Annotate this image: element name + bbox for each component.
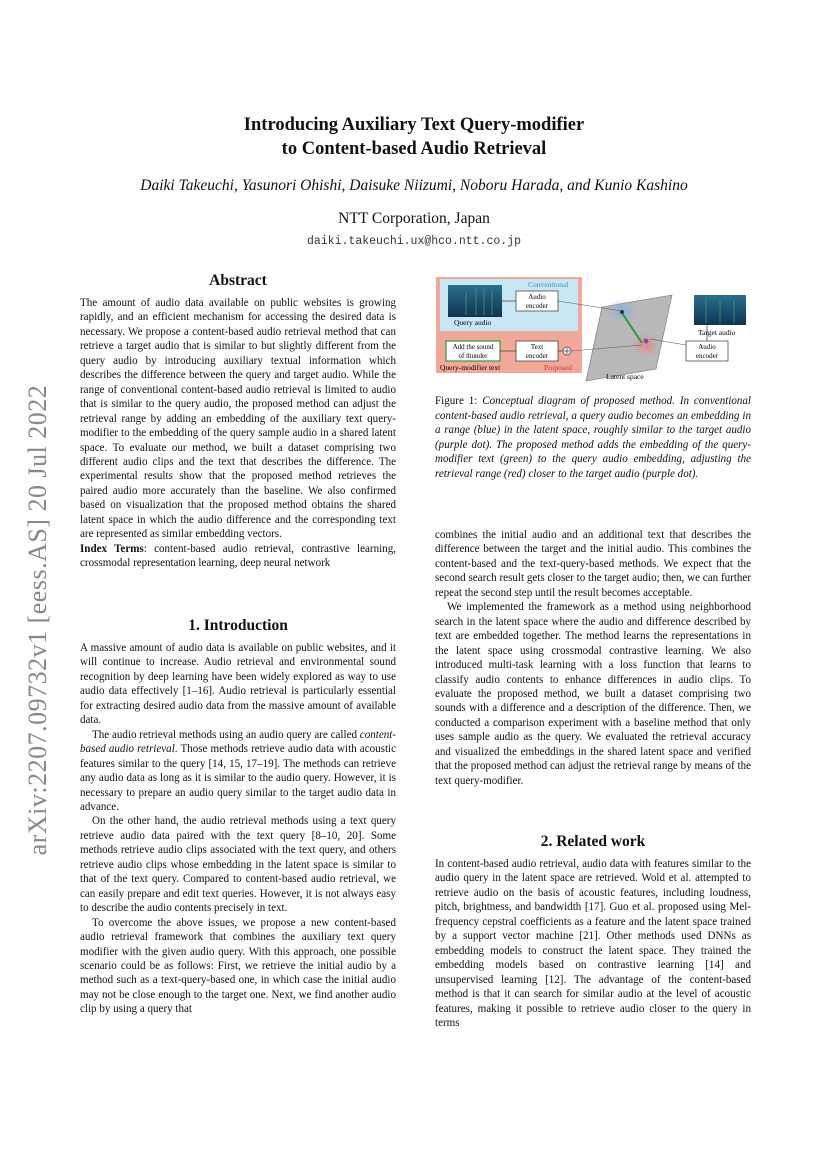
- latent-space-label: Latent space: [606, 372, 644, 381]
- query-spectrogram: [448, 285, 502, 317]
- figure-diagram: [436, 277, 750, 389]
- figure-1: [436, 277, 750, 389]
- conventional-label: Conventional: [528, 280, 569, 289]
- index-terms: Index Terms: content-based audio retrieval, contrastive learning, crossmodal representation learning, deep neural network: [80, 542, 396, 570]
- related-heading: 2. Related work: [540, 833, 646, 850]
- abstract-column: [80, 296, 396, 571]
- svg-text:encoder: encoder: [695, 352, 719, 360]
- intro-p1: A massive amount of audio data is available on public websites, and it will continue to increase. Audio retrieval and environmental sound recognition by deep learning have been widely explored as way to use audio data effectively [1–16]. Audio retrieval is particularly essential for extracting desired audio data from the massive amount of available data.: [80, 642, 396, 727]
- audio-encoder-label: Audio: [528, 293, 546, 301]
- related-column: [435, 857, 751, 1030]
- proposed-label: Proposed: [544, 363, 572, 372]
- intro-p3: On the other hand, the audio retrieval methods using a text query retrieve audio data paired with the text query [8–10, 20]. Some methods retrieve audio clips associated with the text query, and others retrieve audio clips whose embedding in the latent space is similar to that of the text query. Compared to content-based audio retrieval, we can easily prepare and edit text queries. However, it is not always easy to describe the audio contents precisely in text.: [80, 815, 396, 915]
- intro-p2: The audio retrieval methods using an audio query are called content-based audio retrieval. Those methods retrieve audio data with acoustic features similar to the query [14, 15, 17–19]. The methods can retrieve any audio data as long as it is similar to the audio query. However, it is necessary to prepare an audio query similar to the target audio data in advance.: [80, 728, 396, 813]
- intro-heading: 1. Introduction: [188, 617, 288, 634]
- email: daiki.takeuchi.ux@hco.ntt.co.jp: [307, 235, 521, 248]
- svg-text:Audio: Audio: [698, 343, 716, 351]
- svg-text:Text: Text: [530, 343, 544, 351]
- title-line-1: Introducing Auxiliary Text Query-modifier: [243, 115, 585, 135]
- modifier-text-line2: of thunder: [458, 352, 488, 360]
- title-line-2: to Content-based Audio Retrieval: [281, 139, 547, 159]
- target-audio-label: Target audio: [698, 328, 736, 337]
- svg-text:encoder: encoder: [525, 302, 549, 310]
- svg-text:encoder: encoder: [525, 352, 549, 360]
- query-audio-label: Query audio: [454, 318, 492, 327]
- proposed-range: [632, 333, 660, 357]
- arxiv-id: arXiv:2207.09732v1 [eess.AS] 20 Jul 2022: [23, 384, 52, 856]
- modifier-label: Query-modifier text: [440, 363, 501, 372]
- target-dot: [644, 339, 649, 344]
- related-p1: In content-based audio retrieval, audio data with features similar to the audio query in the latent space are retrieved. Wold et al. attempted to retrieve audio on the basis of acoustic features, including loudness, pitch, brightness, and bandwidth [17]. Guo et al. proposed using Mel-frequency cepstral coefficients as a feature and the latent space trained by a support vector machine [21]. Other methods used DNNs as embedding models to construct the latent space. They trained the embedding models based on contrastive learning [14] and unsupervised learning [12]. The advantage of the content-based method is that it can search for similar audio at the level of acoustic features, making it possible to retrieve audio closer to the query in terms: [435, 858, 751, 1029]
- authors: Daiki Takeuchi, Yasunori Ohishi, Daisuke Niizumi, Noboru Harada, and Kunio Kashino: [140, 177, 688, 194]
- affiliation: NTT Corporation, Japan: [338, 210, 490, 227]
- abstract-heading: Abstract: [209, 272, 267, 289]
- right-p1: combines the initial audio and an additional text that describes the difference between the target and the initial audio. This combines the content-based and the text-query-based methods. We expect that the second search result gets closer to the target audio; then, we can further repeat the second step until the result becomes acceptable.: [435, 529, 751, 599]
- arxiv-sidebar: [18, 360, 58, 880]
- paper-title: [0, 113, 828, 161]
- abstract-body: The amount of audio data available on public websites is growing rapidly, and an efficient mechanism for accessing the desired data is necessary. We propose a content-based audio retrieval method that can retrieve a target audio that is similar to but slightly different from the query audio by introducing auxiliary textual information which describes the difference between the query and target audio. While the range of conventional content-based audio retrieval is limited to audio that is similar to the query audio, the proposed method can adjust the retrieval range by adding an embedding of the auxiliary text query-modifier to the embedding of the query sample audio in a shared latent space. To evaluate our method, we built a dataset comprising two different audio clips and the text that describes the difference. The experimental results show that the proposed method retrieves the paired audio more accurately than the baseline. We also confirmed based on visualization that the proposed method obtains the shared latent space in which the audio difference and the corresponding text are represented as similar embedding vectors.: [80, 297, 396, 541]
- intro-p4: To overcome the above issues, we propose a new content-based audio retrieval framework that combines the auxiliary text query modifier with the given audio query. With this approach, one possible scenario could be as follows: First, we retrieve the initial audio by a method such as a text-query-based one, in which case the initial audio may not be close enough to the target one. Next, we find another audio clip by using a query that: [80, 916, 396, 1016]
- right-column: [435, 528, 751, 788]
- figure-caption: Figure 1: Conceptual diagram of proposed method. In conventional content-based audio retrieval, a query audio becomes an embedding in a range (blue) in the latent space, roughly similar to the target audio (purple dot). The proposed method adds the embedding of the query-modifier text (green) to the query audio embedding, adjusting the retrieval range (red) closer to the target audio (purple dot).: [435, 395, 751, 480]
- modifier-text-line1: Add the sound: [452, 343, 494, 351]
- right-p2: We implemented the framework as a method using neighborhood search in the latent space where the audio and difference described by text are embedded together. The method learns the representations in the latent space using crossmodal contrastive learning. We also introduced multi-task learning with a loss function that learns to classify audio contents to enhance differences in audio clips. To evaluate the proposed method, we built a dataset comprising two sounds with a difference and a description of the difference. Then, we conducted a comparison experiment with a baseline method that only uses sample audio as the query. We evaluated the retrieval accuracy and visualized the embeddings in the shared latent space and verified that the proposed method can adjust the retrieval range by means of the text query-modifier.: [435, 601, 751, 787]
- intro-column: [80, 641, 396, 1017]
